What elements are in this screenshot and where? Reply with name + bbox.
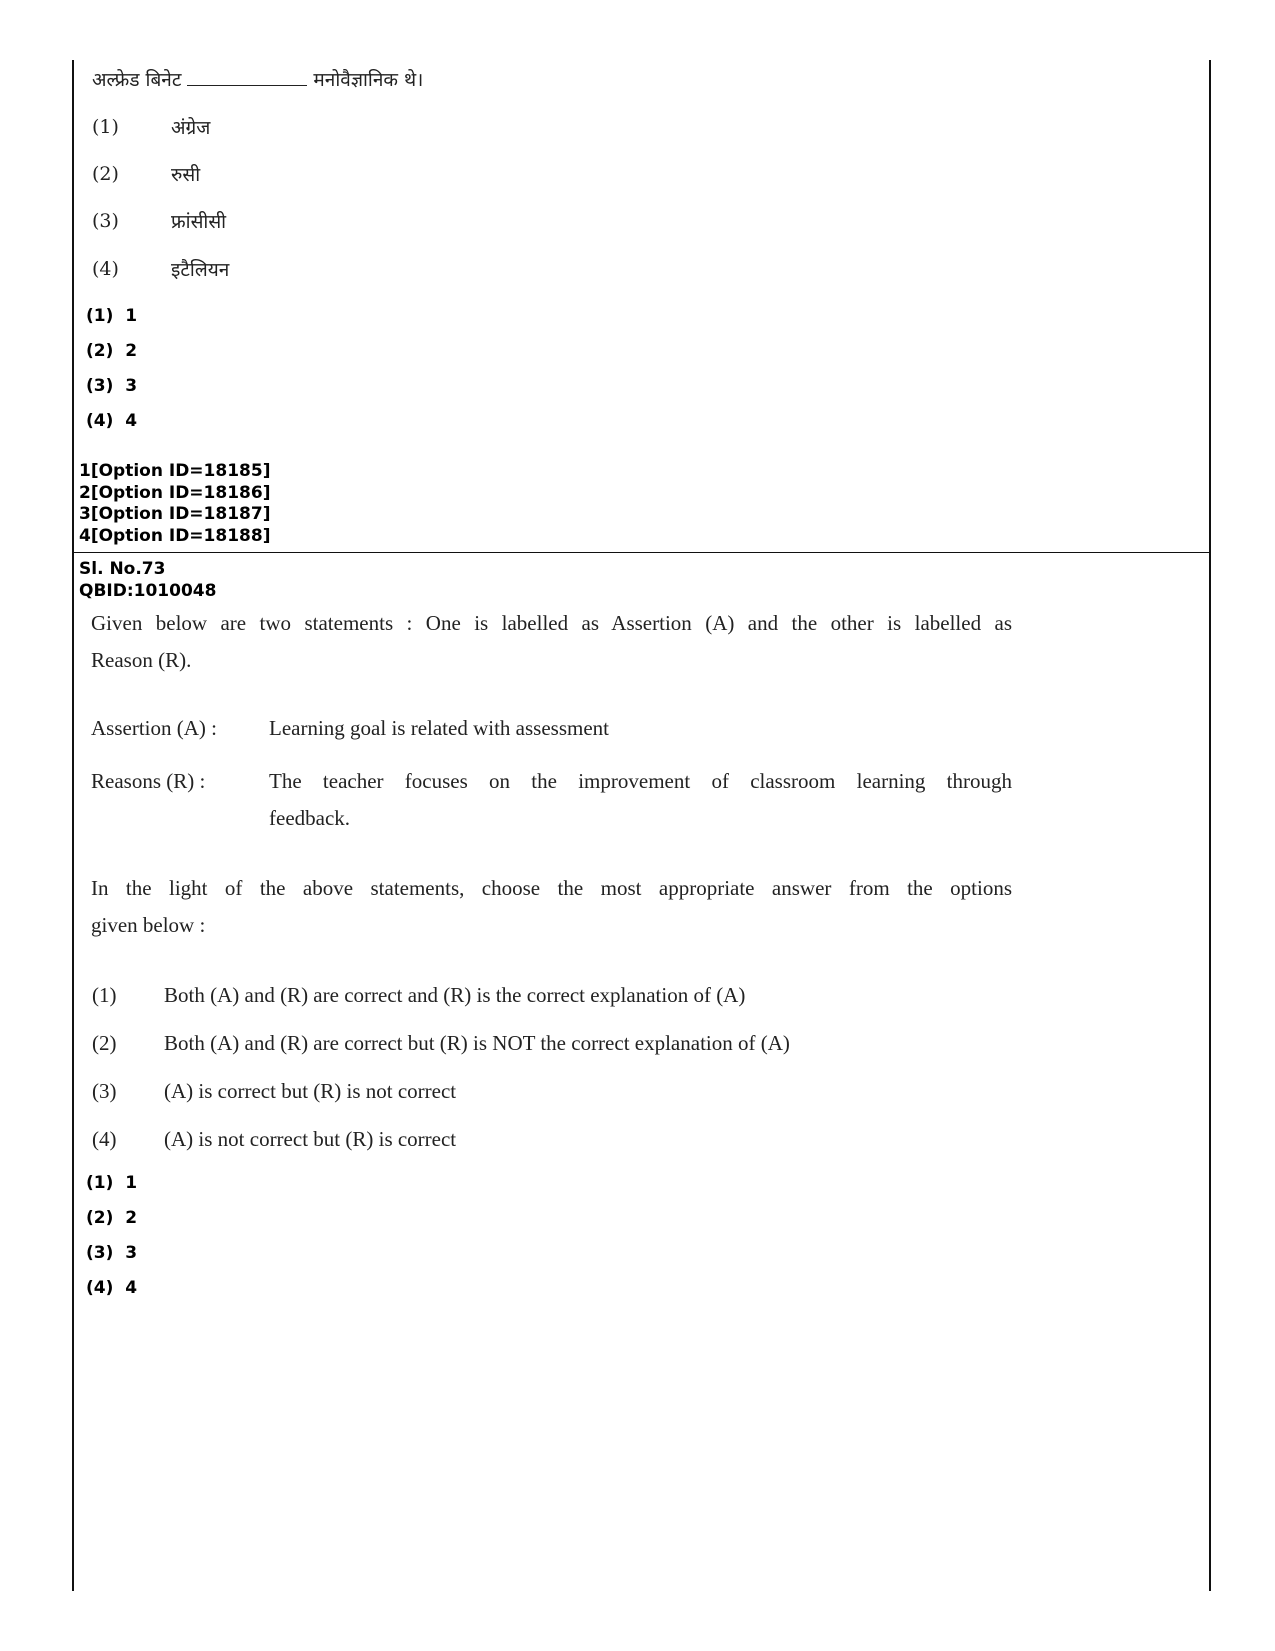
q73-reason-line1: The teacher focuses on the improvement of classroom learning through [269, 769, 1012, 793]
q72-answer-val: 3 [125, 376, 138, 396]
q72-answer-num: (4) [86, 411, 114, 431]
q73-reason-line2: feedback. [269, 806, 351, 830]
q72-answer-num: (2) [86, 341, 114, 361]
q73-intro-line1: Given below are two statements : One is labelled as Assertion (A) and the other is labelled as [91, 611, 1012, 635]
q73-instruction-line2: given below : [91, 913, 206, 937]
option-id-line: 2[Option ID=18186] [79, 482, 271, 503]
q72-option-text-4: इटैलियन [171, 259, 230, 281]
q73-answer-val: 3 [125, 1243, 138, 1263]
option-id-line: 4[Option ID=18188] [79, 525, 271, 546]
q72-option-text-3: फ्रांसीसी [171, 211, 227, 233]
q73-option-num-4: (4) [92, 1127, 117, 1151]
q73-answer-2 [86, 1208, 137, 1228]
q72-answer-val: 1 [125, 306, 138, 326]
question-divider [72, 552, 1211, 553]
page-border-right [1209, 60, 1211, 1591]
q73-reason-label: Reasons (R) : [91, 769, 206, 793]
q73-option-text-4: (A) is not correct but (R) is correct [164, 1127, 457, 1151]
q72-option-num-2: (2) [92, 163, 119, 185]
q73-answer-num: (4) [86, 1278, 114, 1298]
q72-stem-blank [187, 84, 307, 86]
q72-option-ids [79, 461, 270, 547]
q73-option-text-2: Both (A) and (R) are correct but (R) is NOT the correct explanation of (A) [164, 1031, 790, 1055]
page-border-left [72, 60, 74, 1591]
q73-answer-1 [86, 1173, 137, 1193]
q73-answer-4 [86, 1278, 137, 1298]
q73-assertion-label: Assertion (A) : [91, 716, 217, 740]
q73-answer-num: (2) [86, 1208, 114, 1228]
q73-option-num-2: (2) [92, 1031, 117, 1055]
q72-option-num-4: (4) [92, 258, 119, 280]
q72-option-text-2: रुसी [171, 164, 201, 186]
q73-header [79, 559, 216, 602]
q72-answer-num: (1) [86, 306, 114, 326]
q72-stem-before: अल्फ्रेड बिनेट [92, 69, 182, 91]
q72-answer-4 [86, 411, 137, 431]
q73-instruction-line1: In the light of the above statements, choose the most appropriate answer from the options [91, 876, 1012, 900]
q73-answer-val: 2 [125, 1208, 138, 1228]
q73-assertion-text: Learning goal is related with assessment [269, 716, 609, 740]
q73-answer-val: 1 [125, 1173, 138, 1193]
q73-qbid: QBID:1010048 [79, 580, 217, 601]
q73-sl-no: Sl. No.73 [79, 559, 166, 579]
q72-answer-2 [86, 341, 137, 361]
q73-answer-num: (1) [86, 1173, 114, 1193]
q72-option-num-1: (1) [92, 116, 119, 138]
q73-answer-num: (3) [86, 1243, 114, 1263]
q72-stem-after: मनोवैज्ञानिक थे। [313, 69, 424, 91]
q72-answer-num: (3) [86, 376, 114, 396]
q73-option-text-1: Both (A) and (R) are correct and (R) is the correct explanation of (A) [164, 983, 746, 1007]
option-id-line: 1[Option ID=18185] [79, 461, 271, 481]
q72-answer-val: 2 [125, 341, 138, 361]
q72-answer-1 [86, 306, 137, 326]
q73-answer-3 [86, 1243, 137, 1263]
q73-option-num-3: (3) [92, 1079, 117, 1103]
q73-intro-line2: Reason (R). [91, 648, 192, 672]
q73-option-text-3: (A) is correct but (R) is not correct [164, 1079, 457, 1103]
q72-answer-val: 4 [125, 411, 138, 431]
q72-answer-3 [86, 376, 137, 396]
option-id-line: 3[Option ID=18187] [79, 504, 271, 524]
q72-stem [92, 66, 423, 92]
q72-option-num-3: (3) [92, 210, 119, 232]
q72-option-text-1: अंग्रेज [171, 117, 211, 139]
q73-answer-val: 4 [125, 1278, 138, 1298]
q73-option-num-1: (1) [92, 983, 117, 1007]
